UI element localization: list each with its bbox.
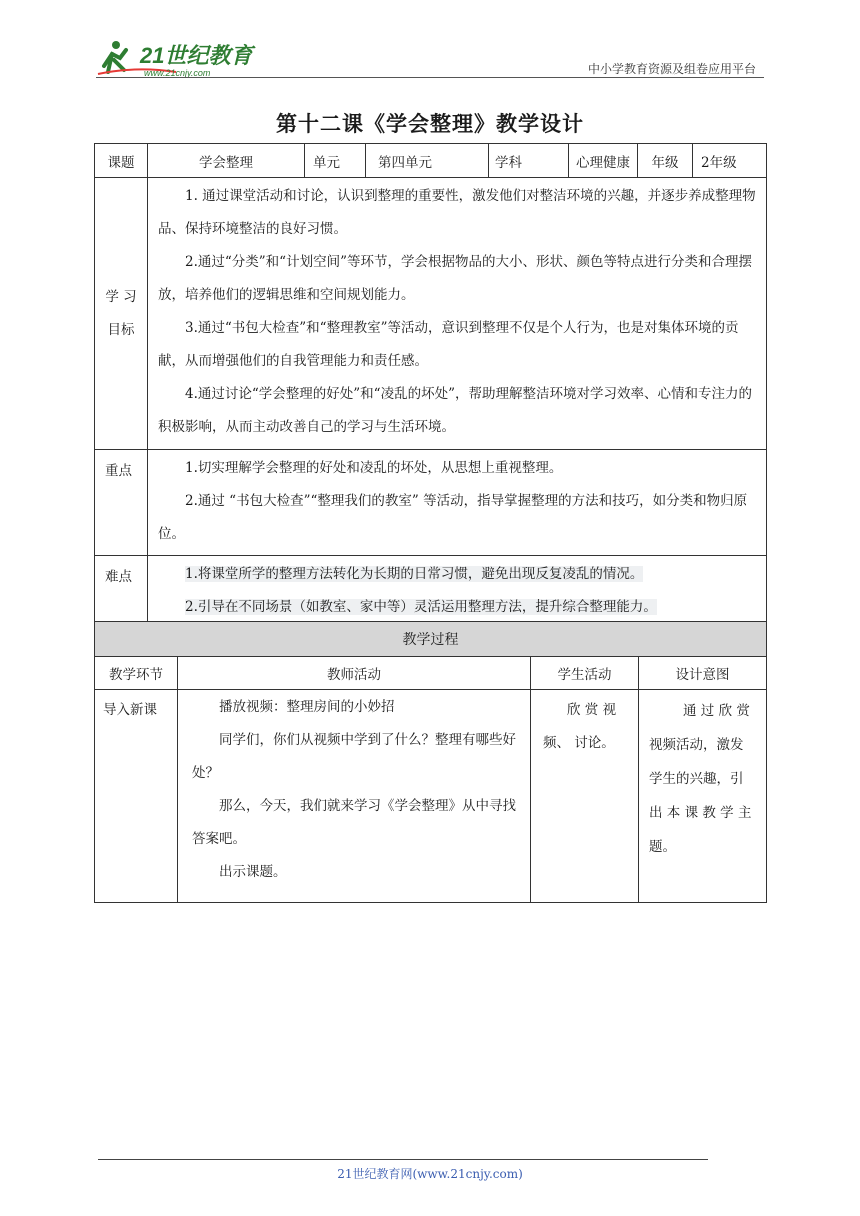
process-row bbox=[95, 690, 767, 903]
objectives-row bbox=[95, 178, 767, 450]
objective-item: 2.通过“分类”和“计划空间”等环节，学会根据物品的大小、形状、颜色等特点进行分类和合理摆放，培养他们的逻辑思维和空间规划能力。 bbox=[158, 254, 752, 303]
header-student: 学生活动 bbox=[531, 657, 639, 690]
student-activity-cell bbox=[531, 690, 639, 903]
intent-line: 视频活动，激发 bbox=[649, 737, 744, 753]
teacher-activity-item: 那么，今天，我们就来学习《学会整理》从中寻找答案吧。 bbox=[192, 798, 516, 847]
difficulties-row bbox=[95, 556, 767, 629]
difficulty-item bbox=[148, 591, 766, 624]
intent-line: 出 本 课 教 学 主 bbox=[649, 805, 752, 821]
grade-value: 2年级 bbox=[693, 144, 767, 178]
footer-link[interactable]: 21世纪教育网(www.21cnjy.com) bbox=[337, 1167, 523, 1181]
difficulty-text: 2.引导在不同场景（如教室、家中等）灵活运用整理方法，提升综合整理能力。 bbox=[185, 599, 657, 615]
objective-item: 1. 通过课堂活动和讨论，认识到整理的重要性，激发他们对整洁环境的兴趣，并逐步养成整理物品、保持环境整洁的良好习惯。 bbox=[158, 188, 756, 237]
grade-label: 年级 bbox=[638, 144, 693, 178]
intent-line: 题。 bbox=[649, 839, 676, 855]
key-points-row bbox=[95, 450, 767, 556]
page-title: 第十二课《学会整理》教学设计 bbox=[276, 111, 584, 136]
difficulty-item bbox=[148, 558, 766, 591]
objectives-label-line1: 学 习 bbox=[105, 288, 137, 305]
footer-divider bbox=[98, 1159, 708, 1160]
objective-item: 3.通过“书包大检查”和“整理教室”等活动，意识到整理不仅是个人行为，也是对集体环境的贡献，从而增强他们的自我管理能力和责任感。 bbox=[158, 320, 739, 369]
intent-line: 学生的兴趣，引 bbox=[649, 771, 744, 787]
header-platform-text: 中小学教育资源及组卷应用平台 bbox=[587, 62, 756, 76]
process-banner-row bbox=[95, 622, 767, 657]
unit-label: 单元 bbox=[305, 144, 366, 178]
site-logo bbox=[96, 36, 266, 78]
difficulty-text: 1.将课堂所学的整理方法转化为长期的日常习惯，避免出现反复凌乱的情况。 bbox=[185, 566, 644, 582]
info-row bbox=[95, 144, 767, 178]
process-banner: 教学过程 bbox=[95, 622, 767, 657]
stage-cell: 导入新课 bbox=[95, 690, 178, 903]
course-label: 课题 bbox=[95, 144, 148, 178]
difficulties-label: 难点 bbox=[95, 556, 148, 629]
key-points-label: 重点 bbox=[95, 450, 148, 556]
header-intent: 设计意图 bbox=[639, 657, 767, 690]
process-header-row bbox=[95, 657, 767, 690]
design-intent-cell bbox=[639, 690, 767, 903]
header-stage: 教学环节 bbox=[95, 657, 178, 690]
intent-line: 通 过 欣 赏 bbox=[683, 703, 750, 719]
subject-value: 心理健康 bbox=[569, 144, 638, 178]
lesson-info-table bbox=[94, 143, 767, 629]
teacher-activity-item: 出示课题。 bbox=[219, 864, 287, 880]
key-points-content bbox=[148, 450, 767, 556]
header-teacher: 教师活动 bbox=[178, 657, 531, 690]
teaching-process-table bbox=[94, 621, 767, 903]
logo-text: 21世纪教育 bbox=[140, 43, 253, 68]
student-activity-line: 欣 赏 视 bbox=[567, 702, 617, 718]
student-activity-line: 频、 讨论。 bbox=[543, 735, 615, 751]
unit-value: 第四单元 bbox=[366, 144, 489, 178]
teacher-activity-cell bbox=[178, 690, 531, 903]
difficulties-content bbox=[148, 556, 767, 629]
teacher-activity-item: 同学们，你们从视频中学到了什么？整理有哪些好处？ bbox=[192, 732, 516, 781]
course-value: 学会整理 bbox=[148, 144, 305, 178]
objectives-label-line2: 目标 bbox=[107, 321, 135, 338]
objectives-label bbox=[95, 178, 148, 450]
runner-logo-icon bbox=[96, 36, 266, 78]
teacher-activity-item: 播放视频：整理房间的小妙招 bbox=[219, 699, 395, 715]
subject-label: 学科 bbox=[489, 144, 569, 178]
objective-item: 4.通过讨论“学会整理的好处”和“凌乱的坏处”，帮助理解整洁环境对学习效率、心情和专注力的积极影响，从而主动改善自己的学习与生活环境。 bbox=[158, 386, 752, 435]
logo-url: www.21cnjy.com bbox=[144, 68, 211, 78]
key-point-item: 2.通过 “书包大检查”“整理我们的教室” 等活动，指导掌握整理的方法和技巧，如分类和物归原位。 bbox=[158, 493, 748, 542]
header-divider bbox=[96, 77, 764, 78]
objectives-content bbox=[148, 178, 767, 450]
key-point-item: 1.切实理解学会整理的好处和凌乱的坏处，从思想上重视整理。 bbox=[185, 460, 563, 476]
